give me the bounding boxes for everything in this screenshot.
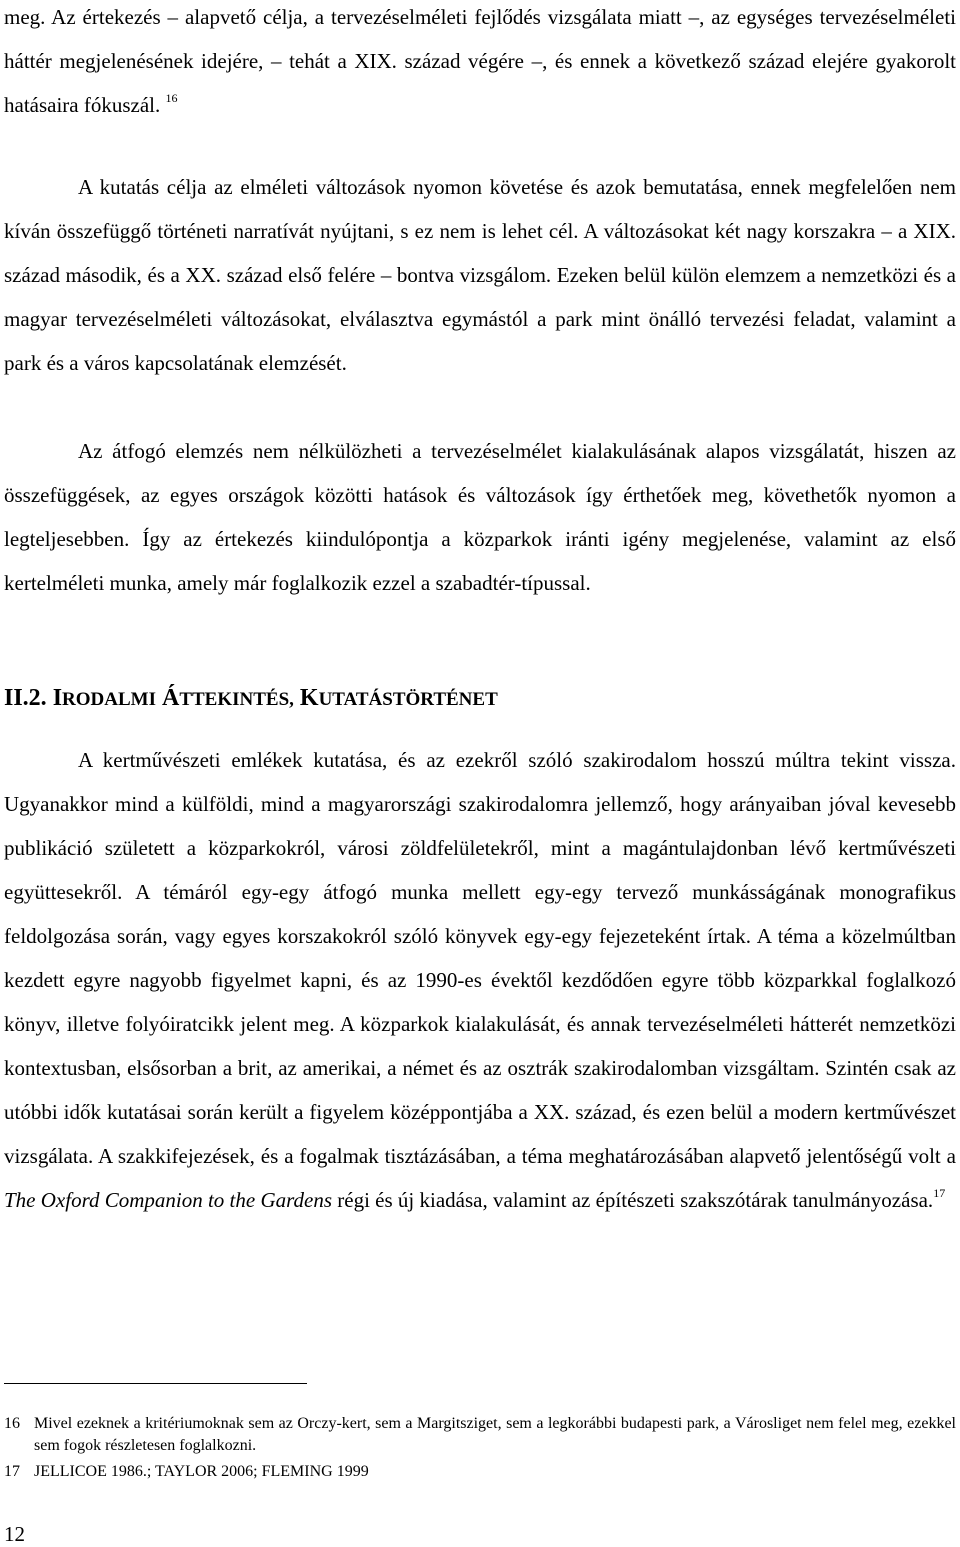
footnote-text: Mivel ezeknek a kritériumoknak sem az Orczy-kert, sem a Margitsziget, sem a legkorábbi budapesti park, a Városliget nem felel meg, ezekkel sem fogok részletesen foglalkozni. <box>34 1415 956 1454</box>
section-heading <box>4 676 498 722</box>
heading-smallcaps: UTATÁSTÖRTÉNET <box>318 689 498 710</box>
heading-comma: , <box>289 689 294 710</box>
paragraph: A kutatás célja az elméleti változások nyomon követése és azok bemutatása, ennek megfelelően nem kíván összefüggő történeti narratívát nyújtani, s ez nem is lehet cél. A változásokat két nagy korszakra – a XIX. század második, és a XX. század első felére – bontva vizsgálom. Ezeken belül külön elemzem a nemzetközi és a magyar tervezéselméleti változásokat, elválasztva egymástól a park mint önálló tervezési feladat, valamint a park és a város kapcsolatának elemzését. <box>4 175 956 375</box>
paragraph <box>4 0 956 127</box>
paragraph-text: meg. Az értekezés – alapvető célja, a tervezéselméleti fejlődés vizsgálata miatt –, az egységes tervezéselméleti háttér megjelenésének idejére, – tehát a XIX. század végére –, és ennek a következő század elejére gyakorolt hatásaira fókuszál. <box>4 5 956 117</box>
paragraph <box>4 738 956 1222</box>
heading-smallcaps: TTEKINTÉS <box>179 689 290 710</box>
footnote-number: 17 <box>4 1463 20 1480</box>
paragraph-text: régi és új kiadása, valamint az építészeti szakszótárak tanulmányozása. <box>337 1188 934 1212</box>
section-number: II.2. <box>4 685 47 711</box>
paragraph: Az átfogó elemzés nem nélkülözheti a tervezéselmélet kialakulásának alapos vizsgálatát, hiszen az összefüggések, az egyes országok közötti hatások és változások így érthetőek meg, követhetők nyomon a legteljesebben. Így az értekezés kiindulópontja a közparkok iránti igény megjelenése, valamint az első kertelméleti munka, amely már foglalkozik ezzel a szabadtér-típussal. <box>4 439 956 595</box>
book-title: The Oxford Companion to the Gardens <box>4 1188 333 1212</box>
heading-initial: Á <box>161 685 180 711</box>
heading-smallcaps: RODALMI <box>62 689 156 710</box>
heading-initial: I <box>52 685 63 711</box>
footnote-number: 16 <box>4 1415 20 1432</box>
heading-initial: K <box>299 685 319 711</box>
paragraph-text: A kertművészeti emlékek kutatása, és az ezekről szóló szakirodalom hosszú múltra tekint vissza. Ugyanakkor mind a külföldi, mind a magyarországi szakirodalomra jellemző, hogy arányaiban jóval kevesebb publikáció született a közparkokról, városi zöldfelületekről, mint a magántulajdonban lévő kertművészeti együttesekről. A témáról egy-egy átfogó munka mellett egy-egy tervező munkásságának monografikus feldolgozása során, vagy egyes korszakokról szóló könyvek egy-egy fejezeteként írtak. A téma a közelmúltban kezdett egyre nagyobb figyelmet kapni, és az 1990-es évektől kezdődően egyre több közparkkal foglalkozó könyv, illetve folyóiratcikk jelent meg. A közparkok kialakulását, és annak tervezéselméleti hátterét nemzetközi kontextusban, elsősorban a brit, az amerikai, a német és az osztrák szakirodalomban vizsgáltam. Szintén csak az utóbbi idők kutatásai során került a figyelem középpontjába a XX. század, és ezen belül a modern kertművészet vizsgálata. A szakkifejezések, és a fogalmak tisztázásában, a téma meghatározásában alapvető jelentőségű volt a <box>4 748 956 1168</box>
footnote-text: JELLICOE 1986.; TAYLOR 2006; FLEMING 1999 <box>34 1463 369 1480</box>
footnote-reference[interactable]: 16 <box>165 91 178 105</box>
footnote <box>4 1461 956 1483</box>
footnote-reference[interactable]: 17 <box>933 1186 946 1200</box>
footnote-separator <box>4 1383 307 1384</box>
page-number: 12 <box>4 1522 25 1546</box>
footnote <box>4 1413 956 1457</box>
